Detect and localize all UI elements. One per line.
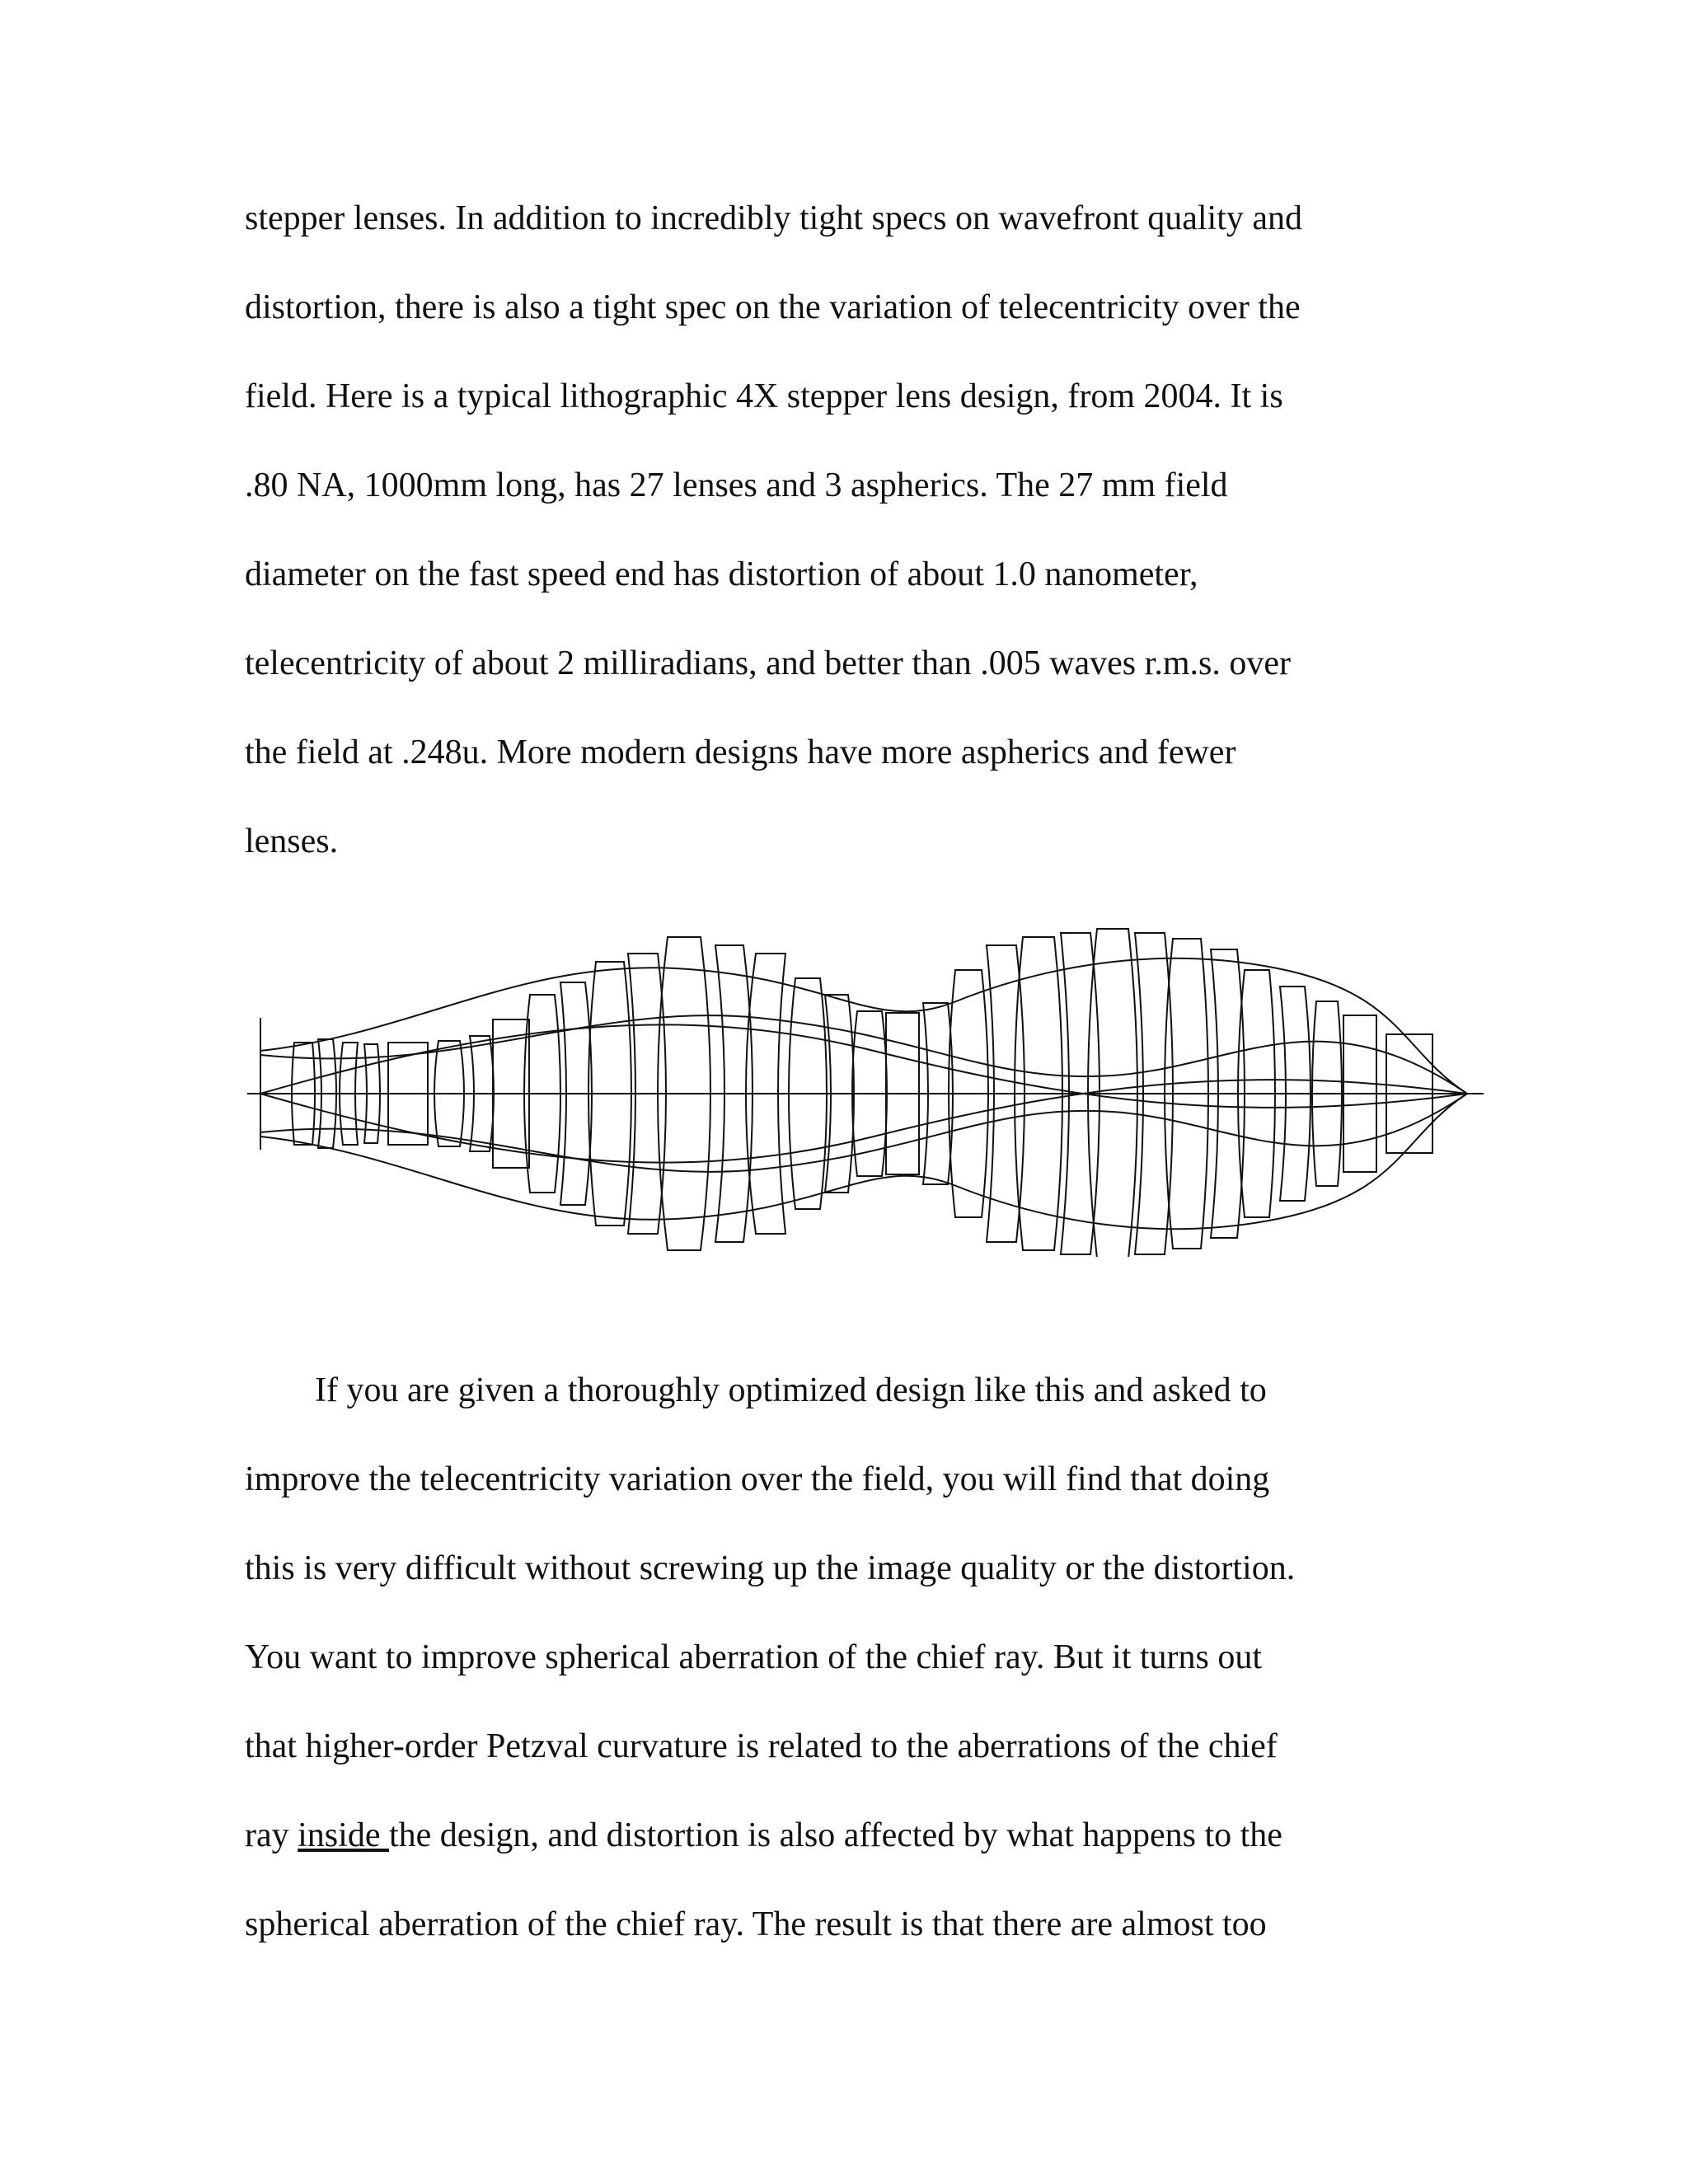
text-line: diameter on the fast speed end has distortion of about 1.0 nanometer, [245,555,1198,593]
text-line: .80 NA, 1000mm long, has 27 lenses and 3 aspherics. The 27 mm field [245,466,1228,504]
paragraph-1 [245,174,1465,886]
text-line: distortion, there is also a tight spec on the variation of telecentricity over the [245,288,1301,326]
text-line: lenses. [245,823,339,860]
text-line: improve the telecentricity variation over the field, you will find that doing [245,1460,1270,1498]
underlined-word: inside [298,1816,389,1854]
text-fragment: the design, and distortion is also affected by what happens to the [388,1816,1282,1854]
text-line: telecentricity of about 2 milliradians, and better than .005 waves r.m.s. over [245,644,1291,682]
text-line: field. Here is a typical lithographic 4X stepper lens design, from 2004. It is [245,377,1283,415]
text-line [245,1791,1465,1880]
text-line: the field at .248u. More modern designs have more aspherics and fewer [245,733,1236,771]
paragraph-2 [245,1346,1465,1969]
text-line: stepper lenses. In addition to incredibly tight specs on wavefront quality and [245,199,1303,237]
text-fragment: ray [245,1816,298,1854]
text-line: this is very difficult without screwing up the image quality or the distortion. [245,1549,1296,1587]
lens-elements [247,929,1484,1257]
stepper-lens-diagram [247,911,1484,1257]
text-line: You want to improve spherical aberration of the chief ray. But it turns out [245,1638,1263,1676]
text-line: If you are given a thoroughly optimized design like this and asked to [315,1371,1267,1409]
text-line: that higher-order Petzval curvature is related to the aberrations of the chief [245,1727,1278,1765]
text-line: spherical aberration of the chief ray. The result is that there are almost too [245,1905,1267,1943]
